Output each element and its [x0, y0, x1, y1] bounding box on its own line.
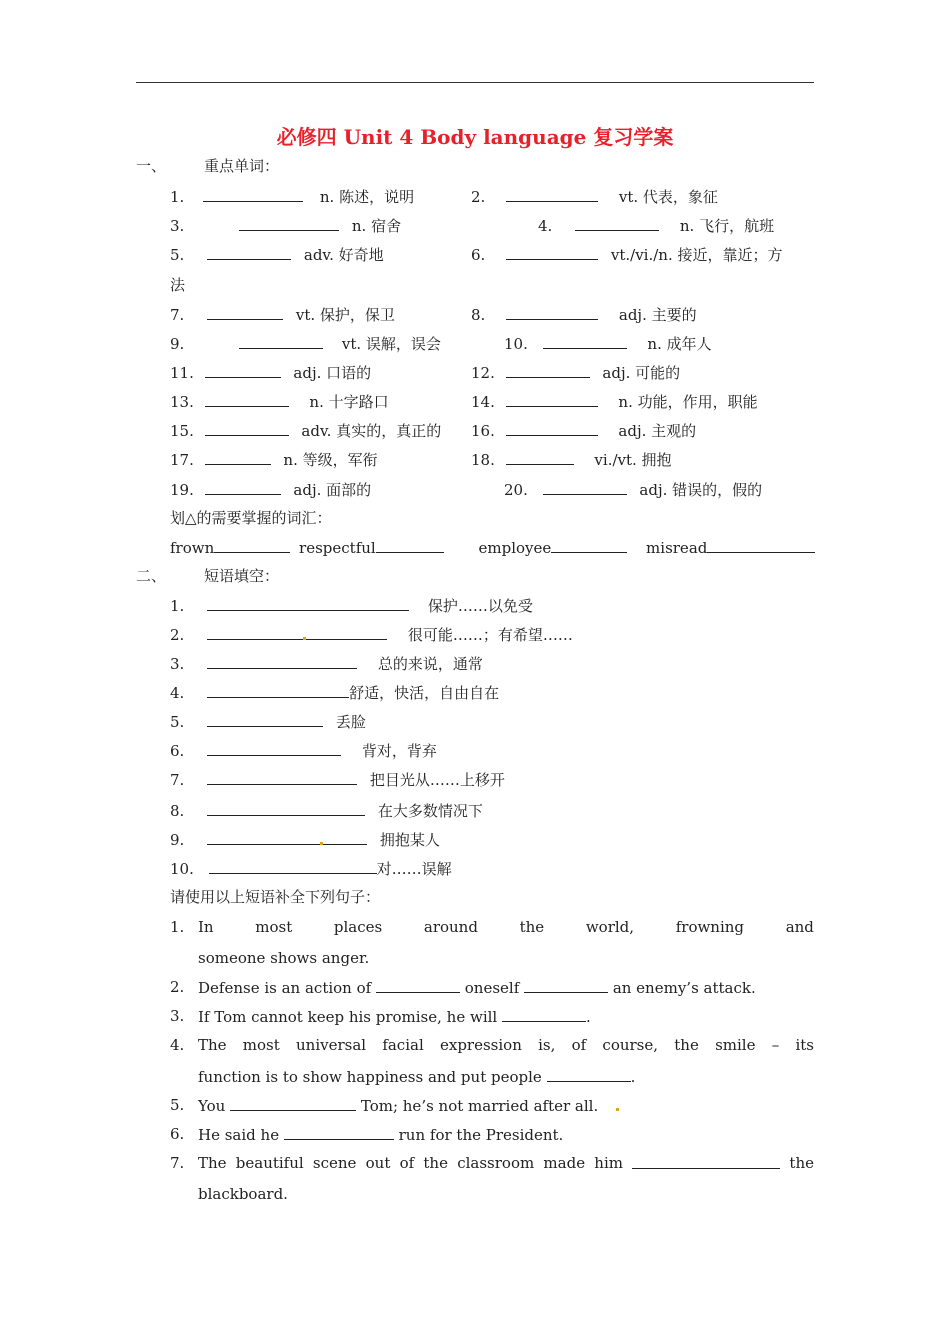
sentence-text: If Tom cannot keep his promise, he will: [198, 1008, 498, 1026]
answer-blank[interactable]: [209, 859, 377, 874]
sentence-num: 6.: [170, 1125, 185, 1143]
answer-blank[interactable]: [205, 480, 281, 495]
item-def: vt. 代表，象征: [618, 188, 718, 206]
answer-blank[interactable]: [506, 187, 598, 202]
sentence-3: [198, 1007, 591, 1026]
sentence-word: scene: [312, 1154, 357, 1172]
sentence-instruction: 请使用以上短语补全下列句子：: [170, 888, 381, 906]
item-num: 5.: [170, 713, 185, 731]
answer-blank[interactable]: [207, 654, 357, 669]
answer-blank[interactable]: [207, 596, 409, 611]
answer-blank[interactable]: [376, 538, 444, 553]
item-def: vi./vt. 拥抱: [594, 451, 672, 469]
sentence-word: facial: [382, 1036, 424, 1054]
ink-speck: [616, 1108, 619, 1111]
vocab-item-1: [170, 187, 414, 206]
item-def: vt./vi./n. 接近，靠近；方: [610, 246, 783, 264]
sentence-num: 1.: [170, 918, 185, 936]
sentence-word: frowning: [675, 918, 745, 936]
section1-heading: 重点单词：: [204, 157, 280, 175]
vocab-item-8: [471, 305, 697, 324]
answer-blank[interactable]: [575, 216, 659, 231]
vocab-item-16: [471, 421, 696, 440]
item-def: n. 功能，作用，职能: [618, 393, 758, 411]
item-num: 9.: [170, 831, 185, 849]
ink-speck: [303, 637, 306, 640]
sentence-word: and: [785, 918, 814, 936]
sentence-word: The: [198, 1154, 227, 1172]
sentence-word: the: [519, 918, 545, 936]
item-def: n. 陈述，说明: [319, 188, 415, 206]
sentence-word: around: [423, 918, 478, 936]
answer-blank[interactable]: [207, 801, 365, 816]
answer-blank[interactable]: [506, 421, 598, 436]
sentence-word: out: [365, 1154, 391, 1172]
item-num: 10.: [504, 335, 528, 353]
vocab-item-17: [170, 450, 378, 469]
section1-label: 一、: [136, 157, 167, 175]
sentence-word: In: [198, 918, 214, 936]
item-num: 4.: [538, 217, 553, 235]
sentence-word: its: [795, 1036, 814, 1054]
phrase-meaning: 对……误解: [376, 860, 452, 878]
sentence-num: 5.: [170, 1096, 185, 1114]
sentence-word: –: [771, 1036, 780, 1054]
item-def: adv. 真实的，真正的: [301, 422, 442, 440]
item-num: 14.: [471, 393, 495, 411]
sentence-text: You: [198, 1097, 226, 1115]
sentence-word: most: [242, 1036, 280, 1054]
item-def: adv. 好奇地: [303, 246, 384, 264]
sentence-num: 3.: [170, 1007, 185, 1025]
vocab-item-15: [170, 421, 441, 440]
vocab-item-19: [170, 480, 371, 499]
answer-blank[interactable]: [506, 392, 598, 407]
vocab-word: respectful: [299, 539, 376, 557]
item-def: n. 宿舍: [351, 217, 402, 235]
answer-blank[interactable]: [547, 1067, 631, 1082]
sentence-text: He said he: [198, 1126, 280, 1144]
vocab-word-row: [170, 538, 815, 557]
item-num: 17.: [170, 451, 194, 469]
sentence-1-line-2: someone shows anger.: [198, 949, 370, 967]
vocab-item-14: [471, 392, 758, 411]
phrase-meaning: 把目光从……上移开: [369, 771, 505, 789]
item-num: 19.: [170, 481, 194, 499]
item-num: 10.: [170, 860, 194, 878]
sentence-word: smile: [715, 1036, 756, 1054]
phrase-meaning: 丢脸: [335, 713, 366, 731]
vocab-item-7: [170, 305, 395, 324]
answer-blank[interactable]: [239, 334, 323, 349]
sentence-word: made: [543, 1154, 586, 1172]
vocab-item-3: [170, 216, 401, 235]
sentence-text: function is to show happiness and put people: [198, 1068, 542, 1086]
vocab-word: frown: [170, 539, 215, 557]
sentence-word: most: [255, 918, 293, 936]
vocab-heading: 划△的需要掌握的词汇：: [170, 509, 332, 527]
item-num: 7.: [170, 306, 185, 324]
answer-blank[interactable]: [239, 216, 339, 231]
sentence-word: of: [571, 1036, 587, 1054]
item-num: 4.: [170, 684, 185, 702]
answer-blank[interactable]: [207, 245, 291, 260]
vocab-item-10: [504, 334, 712, 353]
item-num: 1.: [170, 188, 185, 206]
item-def: adj. 主要的: [618, 306, 697, 324]
phrase-meaning: 保护……以免受: [427, 597, 533, 615]
sentence-word: the: [674, 1036, 699, 1054]
answer-blank[interactable]: [207, 741, 341, 756]
item-def: n. 十字路口: [309, 393, 389, 411]
answer-blank[interactable]: [207, 770, 357, 785]
item-num: 11.: [170, 364, 194, 382]
sentence-word: universal: [296, 1036, 367, 1054]
phrase-item-10: [170, 859, 452, 878]
phrase-item-8: [170, 801, 483, 820]
answer-blank[interactable]: [284, 1125, 394, 1140]
item-num: 6.: [170, 742, 185, 760]
sentence-4-line-2: [198, 1067, 635, 1086]
phrase-item-9: [170, 830, 440, 849]
phrase-item-3: [170, 654, 483, 673]
item-num: 15.: [170, 422, 194, 440]
item-def: adj. 口语的: [293, 364, 372, 382]
vocab-word: misread: [646, 539, 708, 557]
answer-blank[interactable]: [632, 1154, 780, 1169]
answer-blank[interactable]: [543, 334, 627, 349]
sentence-6: [198, 1125, 563, 1144]
sentence-2: [198, 978, 756, 997]
item-def: n. 成年人: [647, 335, 712, 353]
phrase-meaning: 舒适，快活，自由自在: [349, 684, 500, 702]
sentence-1-line-1: [198, 918, 814, 936]
answer-blank[interactable]: [230, 1096, 356, 1111]
sentence-7-line-1: [198, 1154, 814, 1172]
vocab-item-12: [471, 363, 680, 382]
phrase-meaning: 很可能……；有希望……: [407, 626, 573, 644]
item-num: 5.: [170, 246, 185, 264]
item-def: adj. 可能的: [602, 364, 681, 382]
ink-speck: [320, 842, 323, 845]
phrase-item-2: [170, 625, 573, 644]
item-def: adj. 面部的: [293, 481, 372, 499]
answer-blank[interactable]: [214, 538, 290, 553]
sentence-word: him: [594, 1154, 623, 1172]
item-num: 12.: [471, 364, 495, 382]
sentence-num: 4.: [170, 1036, 185, 1054]
answer-blank[interactable]: [543, 480, 627, 495]
sentence-text: .: [586, 1008, 591, 1026]
vocab-item-11: [170, 363, 371, 382]
phrase-meaning: 拥抱某人: [379, 831, 440, 849]
item-num: 8.: [170, 802, 185, 820]
sentence-num: 2.: [170, 978, 185, 996]
sentence-text: .: [630, 1068, 636, 1086]
sentence-word: world,: [585, 918, 635, 936]
sentence-word: places: [333, 918, 383, 936]
vocab-item-4: [538, 216, 774, 235]
answer-blank[interactable]: [207, 305, 283, 320]
sentence-word: classroom: [457, 1154, 535, 1172]
page-title: 必修四 Unit 4 Body language 复习学案: [276, 125, 674, 149]
answer-blank[interactable]: [506, 305, 598, 320]
item-num: 9.: [170, 335, 185, 353]
answer-blank[interactable]: [205, 363, 281, 378]
phrase-meaning: 总的来说，通常: [377, 655, 483, 673]
item-num: 3.: [170, 217, 185, 235]
answer-blank[interactable]: [506, 363, 590, 378]
vocab-item-18: [471, 450, 672, 469]
answer-blank[interactable]: [207, 625, 387, 640]
answer-blank[interactable]: [205, 392, 289, 407]
vocab-item-2: [471, 187, 718, 206]
sentence-7-line-2: blackboard.: [198, 1185, 288, 1203]
item-def: adj. 错误的，假的: [639, 481, 763, 499]
sentence-word: of: [399, 1154, 415, 1172]
item-def: adj. 主观的: [618, 422, 697, 440]
sentence-text: Defense is an action of: [198, 979, 372, 997]
phrase-meaning: 背对，背弃: [361, 742, 437, 760]
sentence-4-line-1: [198, 1036, 814, 1054]
item-num: 16.: [471, 422, 495, 440]
section2-label: 二、: [136, 567, 167, 585]
phrase-meaning: 在大多数情况下: [377, 802, 483, 820]
item-num: 6.: [471, 246, 486, 264]
item-def: n. 等级，军衔: [283, 451, 378, 469]
item-def: vt. 保护，保卫: [295, 306, 395, 324]
item-num: 2.: [471, 188, 486, 206]
answer-blank[interactable]: [205, 450, 271, 465]
answer-blank[interactable]: [203, 187, 303, 202]
sentence-word: expression: [439, 1036, 522, 1054]
item-num: 2.: [170, 626, 185, 644]
item-num: 3.: [170, 655, 185, 673]
answer-blank[interactable]: [376, 978, 460, 993]
sentence-num: 7.: [170, 1154, 185, 1172]
answer-blank[interactable]: [207, 712, 323, 727]
phrase-item-1: [170, 596, 533, 615]
sentence-5: [198, 1096, 598, 1115]
phrase-item-4: [170, 683, 499, 702]
answer-blank[interactable]: [205, 421, 289, 436]
wrapped-text: 法: [170, 276, 186, 294]
sentence-word: The: [198, 1036, 227, 1054]
sentence-word: course,: [602, 1036, 659, 1054]
vocab-word: employee: [478, 539, 552, 557]
item-num: 8.: [471, 306, 486, 324]
sentence-text: Tom; he’s not married after all.: [360, 1097, 599, 1115]
sentence-word: is,: [538, 1036, 556, 1054]
vocab-item-13: [170, 392, 389, 411]
item-def: n. 飞行，航班: [679, 217, 775, 235]
vocab-item-6: [471, 245, 783, 264]
phrase-item-6: [170, 741, 437, 760]
answer-blank[interactable]: [506, 245, 598, 260]
item-num: 1.: [170, 597, 185, 615]
sentence-word: beautiful: [235, 1154, 304, 1172]
answer-blank[interactable]: [207, 830, 367, 845]
answer-blank[interactable]: [506, 450, 574, 465]
vocab-item-20: [504, 480, 762, 499]
phrase-item-7: [170, 770, 505, 789]
answer-blank[interactable]: [207, 683, 349, 698]
header-rule: [136, 82, 814, 83]
sentence-text: an enemy’s attack.: [612, 979, 756, 997]
sentence-text: run for the President.: [398, 1126, 564, 1144]
item-num: 20.: [504, 481, 528, 499]
phrase-item-5: [170, 712, 366, 731]
item-num: 18.: [471, 451, 495, 469]
answer-blank[interactable]: [502, 1007, 586, 1022]
vocab-item-9: [170, 334, 441, 353]
sentence-text: oneself: [464, 979, 520, 997]
answer-blank[interactable]: [551, 538, 627, 553]
item-def: vt. 误解，误会: [341, 335, 441, 353]
answer-blank[interactable]: [707, 538, 815, 553]
sentence-word: the: [789, 1154, 814, 1172]
item-num: 7.: [170, 771, 185, 789]
item-num: 13.: [170, 393, 194, 411]
section2-heading: 短语填空：: [204, 567, 280, 585]
answer-blank[interactable]: [524, 978, 608, 993]
sentence-word: the: [423, 1154, 448, 1172]
vocab-item-5: [170, 245, 384, 264]
